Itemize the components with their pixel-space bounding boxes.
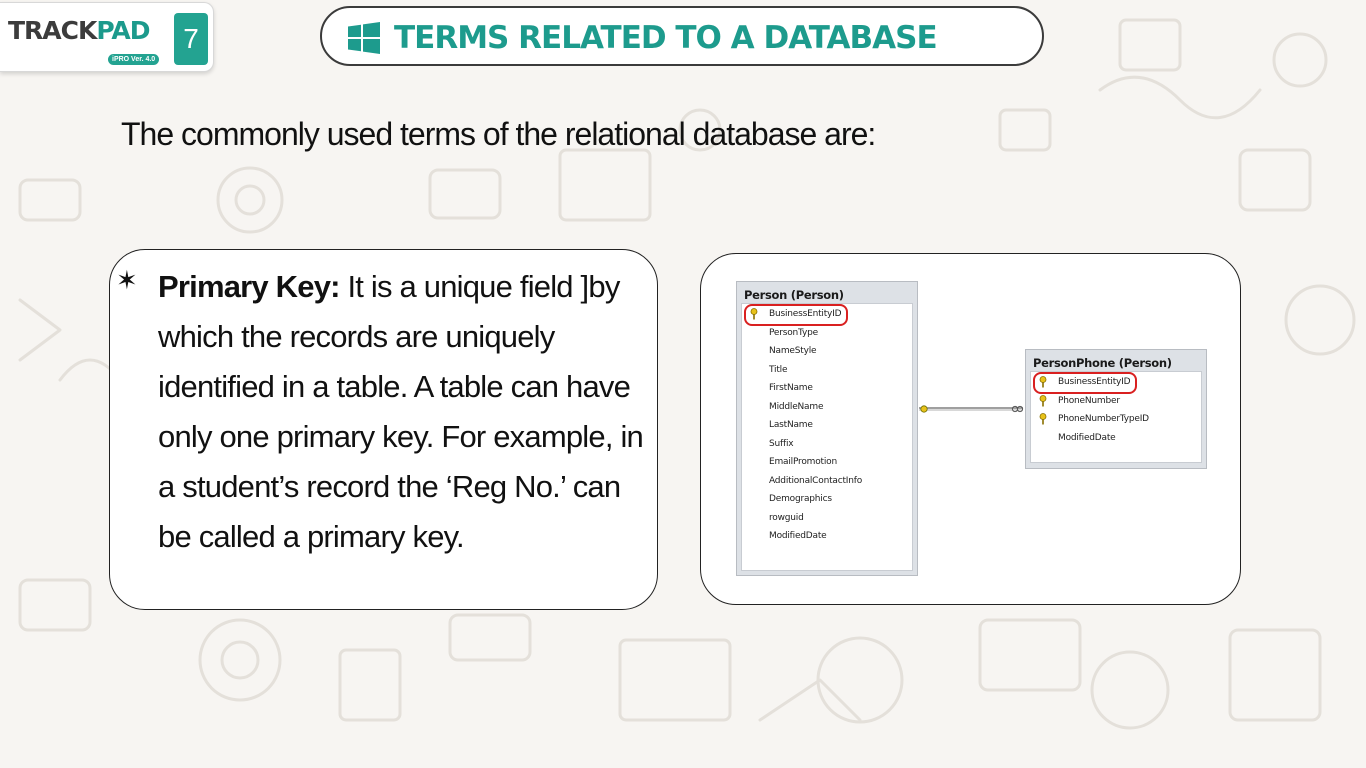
table-row: Demographics — [769, 494, 832, 504]
version-badge: iPRO Ver. 4.0 — [108, 54, 159, 65]
primary-key-highlight — [744, 304, 848, 326]
table-row: ModifiedDate — [1058, 432, 1116, 443]
table-row: EmailPromotion — [769, 457, 837, 467]
diagram-card — [700, 253, 1241, 605]
table-row: FirstName — [769, 383, 813, 393]
relationship-line — [915, 400, 1027, 416]
person-table-body — [741, 303, 913, 571]
page-title: TERMS RELATED TO A DATABASE — [394, 20, 937, 56]
table-row: PhoneNumberTypeID — [1058, 414, 1149, 424]
personphone-table — [1025, 349, 1207, 469]
logo-wordmark: TRACKPAD — [8, 16, 150, 45]
person-table-title: Person (Person) — [744, 288, 844, 302]
definition-body: It is a unique field ]by which the records are uniquely identified in a table. A table can have only one primary key. For example, in a student’s record the ‘Reg No.’ can be called a primary key. — [158, 269, 643, 554]
table-row: BusinessEntityID — [769, 309, 842, 319]
table-row: BusinessEntityID — [1058, 377, 1131, 387]
primary-key-icon — [1039, 413, 1047, 425]
definition-text — [158, 262, 653, 562]
definition-card — [109, 249, 658, 610]
trackpad-logo — [0, 2, 214, 72]
star-bullet-icon: ✶ — [116, 266, 138, 296]
primary-key-icon — [1039, 395, 1047, 407]
title-banner — [320, 6, 1044, 66]
table-row: AdditionalContactInfo — [769, 475, 863, 486]
table-row: LastName — [769, 420, 813, 430]
table-row: PhoneNumber — [1058, 395, 1120, 406]
table-row: Title — [769, 364, 788, 375]
table-row: NameStyle — [769, 346, 817, 356]
windows-icon — [348, 22, 380, 54]
table-row: PersonType — [769, 327, 818, 338]
table-row: ModifiedDate — [769, 531, 827, 541]
intro-text: The commonly used terms of the relational database are: — [121, 116, 876, 152]
table-row: rowguid — [769, 512, 804, 523]
table-row: MiddleName — [769, 401, 824, 412]
logo-number: 7 — [174, 13, 208, 65]
definition-term: Primary Key: — [158, 269, 340, 304]
table-row: Suffix — [769, 438, 794, 449]
primary-key-highlight — [1033, 372, 1137, 394]
personphone-table-title: PersonPhone (Person) — [1033, 356, 1172, 370]
